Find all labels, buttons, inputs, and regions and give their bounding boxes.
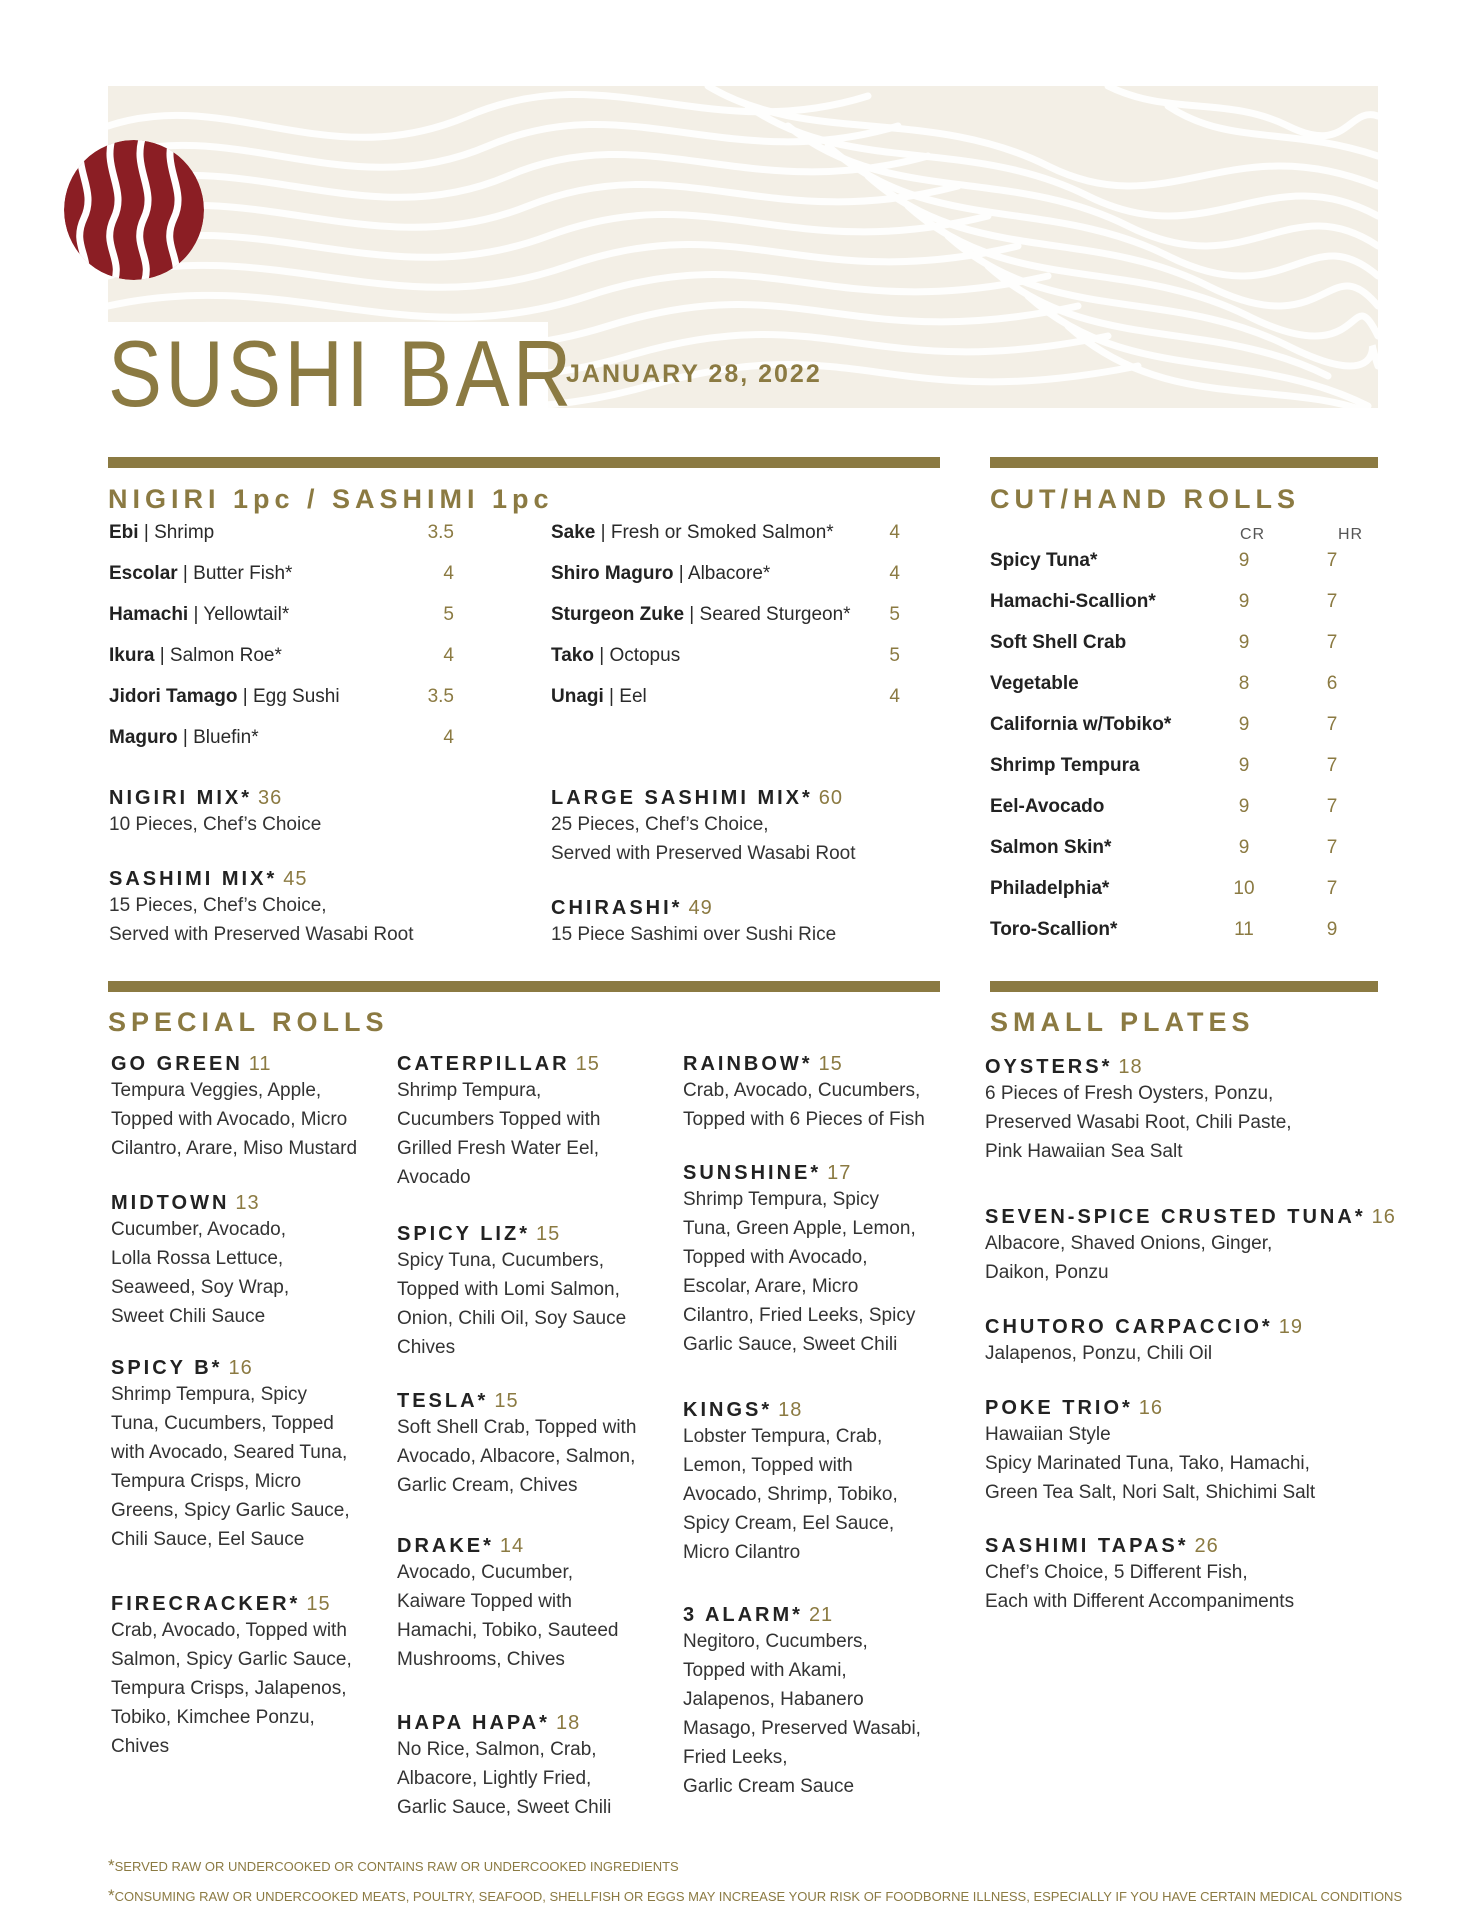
item-name: Shrimp Tempura [990,755,1140,776]
dish-desc: Fried Leeks, [683,1747,788,1768]
dish-title [397,1712,667,1735]
item-name: Jidori Tamago [109,686,238,707]
separator: | [188,604,204,625]
cut-roll-price: 10 [1233,878,1255,899]
hand-roll-price: 7 [1326,714,1338,735]
cut-roll-price: 9 [1238,755,1250,776]
hand-rolls-rule [990,457,1378,468]
dish-desc: No Rice, Salmon, Crab, [397,1739,597,1760]
nigiri-mix [109,787,509,839]
dish-desc: Grilled Fresh Water Eel, [397,1138,600,1159]
item-name: Soft Shell Crab [990,632,1127,653]
dish-price: 11 [248,1053,272,1075]
dish-desc: Masago, Preserved Wasabi, [683,1718,921,1739]
cut-roll-price: 9 [1238,796,1250,817]
dish-block [985,1316,1370,1368]
item-name: Philadelphia* [990,878,1110,899]
dish-name: NIGIRI MIX* [109,787,253,809]
restaurant-logo-icon [62,138,206,282]
hand-roll-item [990,753,1370,779]
dish-desc: Shrimp Tempura, Spicy [683,1189,880,1210]
dish-desc: Salmon, Spicy Garlic Sauce, [111,1649,352,1670]
hand-roll-item [990,712,1370,738]
separator: | [237,686,253,707]
dish-desc: Cucumbers Topped with [397,1109,601,1130]
dish-desc: Chives [111,1736,170,1757]
separator: | [673,563,688,584]
item-name: Toro-Scallion* [990,919,1118,940]
dish-name: GO GREEN [111,1053,243,1075]
dish-name: SASHIMI TAPAS* [985,1535,1189,1557]
dish-block [683,1399,953,1567]
dish-price: 13 [235,1192,260,1214]
dish-block [985,1397,1370,1507]
dish-desc: Tuna, Green Apple, Lemon, [683,1218,916,1239]
dish-desc: 15 Piece Sashimi over Sushi Rice [551,924,837,945]
dish-desc: 25 Pieces, Chef’s Choice, [551,814,769,835]
dish-desc: Cilantro, Arare, Miso Mustard [111,1138,358,1159]
dish-desc: Hawaiian Style [985,1424,1111,1445]
item-price: 3.5 [427,686,454,707]
item-name: Spicy Tuna* [990,550,1098,571]
page-title: SUSHI BAR [108,321,575,426]
dish-name: RAINBOW* [683,1053,813,1075]
menu-date: JANUARY 28, 2022 [566,360,822,388]
hand-roll-item [990,917,1370,943]
dish-title [683,1604,953,1627]
nigiri-section-title: NIGIRI 1pc / SASHIMI 1pc [108,484,554,514]
dish-title [985,1316,1370,1339]
dish-name: HAPA HAPA* [397,1712,550,1734]
dish-block [397,1535,667,1674]
dish-name: SPICY LIZ* [397,1223,530,1245]
hand-roll-price: 7 [1326,550,1338,571]
item-desc: Salmon Roe* [169,645,282,666]
cut-roll-price: 8 [1238,673,1250,694]
cut-roll-price: 9 [1238,591,1250,612]
dish-block [683,1162,953,1359]
item-name: Sturgeon Zuke [551,604,685,625]
dish-desc: Mushrooms, Chives [397,1649,565,1670]
dish-name: DRAKE* [397,1535,494,1557]
item-desc: Shrimp [154,522,215,543]
item-price: 4 [889,522,900,543]
dish-name: MIDTOWN [111,1192,230,1214]
dish-desc: Garlic Sauce, Sweet Chili [683,1334,898,1355]
dish-desc: Preserved Wasabi Root, Chili Paste, [985,1112,1292,1133]
dish-desc: Pink Hawaiian Sea Salt [985,1141,1183,1162]
dish-block [985,1206,1396,1287]
dish-desc: Spicy Marinated Tuna, Tako, Hamachi, [985,1453,1310,1474]
item-name: Tako [551,645,594,666]
dish-desc: Garlic Sauce, Sweet Chili [397,1797,612,1818]
dish-desc: Chives [397,1337,456,1358]
item-name: Unagi [551,686,604,707]
item-desc: Seared Sturgeon* [699,604,851,625]
dish-desc: Topped with Lomi Salmon, [397,1279,620,1300]
dish-desc: Avocado, Shrimp, Tobiko, [683,1484,898,1505]
dish-title [111,1053,381,1076]
dish-desc: Jalapenos, Habanero [683,1689,864,1710]
cut-roll-price: 9 [1238,550,1250,571]
sashimi-mix [109,868,539,949]
dish-desc: Tobiko, Kimchee Ponzu, [111,1707,315,1728]
separator: | [593,645,610,666]
special-rolls-section-title: SPECIAL ROLLS [108,1007,389,1037]
dish-block [111,1357,381,1554]
separator: | [154,645,170,666]
item-desc: Egg Sushi [252,686,340,707]
dish-price: 26 [1194,1535,1219,1557]
dish-desc: Avocado [397,1167,471,1188]
footnote-text: SERVED RAW OR UNDERCOOKED OR CONTAINS RAW OR UNDERCOOKED INGREDIENTS [114,1859,679,1874]
separator: | [177,563,194,584]
dish-name: SUNSHINE* [683,1162,822,1184]
dish-desc: with Avocado, Seared Tuna, [111,1442,348,1463]
dish-desc: Crab, Avocado, Cucumbers, [683,1080,921,1101]
dish-desc: Lobster Tempura, Crab, [683,1426,883,1447]
dish-desc: Tuna, Cucumbers, Topped [111,1413,334,1434]
dish-desc: Daikon, Ponzu [985,1262,1109,1283]
hand-roll-price: 7 [1326,591,1338,612]
col-head-hr: HR [1338,526,1364,543]
item-price: 3.5 [427,522,454,543]
separator: | [138,522,155,543]
dish-desc: Sweet Chili Sauce [111,1306,266,1327]
item-name: Ikura [109,645,155,666]
dish-desc: Garlic Cream Sauce [683,1776,855,1797]
dish-desc: Tempura Crisps, Jalapenos, [111,1678,347,1699]
dish-desc: Onion, Chili Oil, Soy Sauce [397,1308,627,1329]
dish-name: KINGS* [683,1399,773,1421]
item-price: 4 [443,645,454,666]
dish-desc: Soft Shell Crab, Topped with [397,1417,637,1438]
dish-name: SASHIMI MIX* [109,868,278,890]
cut-roll-price: 9 [1238,632,1250,653]
dish-price: 16 [1371,1206,1396,1228]
hand-roll-item [990,876,1370,902]
separator: | [684,604,700,625]
nigiri-item [551,561,770,587]
small-plates-rule [990,981,1378,992]
item-desc: Eel [619,686,647,707]
dish-desc: Spicy Cream, Eel Sauce, [683,1513,895,1534]
item-name: Salmon Skin* [990,837,1112,858]
nigiri-item [109,520,214,546]
footnote-star: * [108,1886,115,1905]
dish-title [985,1056,1370,1079]
hand-roll-price: 7 [1326,755,1338,776]
dish-desc: 10 Pieces, Chef’s Choice [109,814,322,835]
separator: | [177,727,194,748]
dish-name: CATERPILLAR [397,1053,570,1075]
dish-desc: Hamachi, Tobiko, Sauteed [397,1620,619,1641]
hand-roll-item [990,630,1370,656]
dish-desc: Tempura Veggies, Apple, [111,1080,322,1101]
dish-price: 18 [778,1399,803,1421]
item-name: Maguro [109,727,178,748]
dish-desc: Escolar, Arare, Micro [683,1276,859,1297]
item-desc: Fresh or Smoked Salmon* [610,522,834,543]
dish-title [111,1357,381,1380]
footnote-1 [108,1856,679,1876]
item-price: 4 [889,686,900,707]
dish-name: LARGE SASHIMI MIX* [551,787,813,809]
dish-desc: Chef’s Choice, 5 Different Fish, [985,1562,1248,1583]
dish-block [397,1223,667,1362]
cut-roll-price: 9 [1238,714,1250,735]
small-plates-section-title: SMALL PLATES [990,1007,1255,1037]
footnote-text: CONSUMING RAW OR UNDERCOOKED MEATS, POULTRY, SEAFOOD, SHELLFISH OR EGGS MAY INCREASE YOUR RISK OF FOODBORNE ILLNESS, ESPECIALLY IF YOU HAVE CERTAIN MEDICAL CONDITIONS [114,1889,1403,1904]
dish-desc: Albacore, Shaved Onions, Ginger, [985,1233,1273,1254]
dish-title [397,1053,667,1076]
item-desc: Albacore* [687,563,771,584]
dish-block [111,1053,381,1163]
cut-roll-price: 11 [1234,919,1254,940]
hand-rolls-section-title: CUT/HAND ROLLS [990,484,1300,514]
item-desc: Octopus [609,645,681,666]
dish-title [397,1223,667,1246]
dish-desc: Seaweed, Soy Wrap, [111,1277,290,1298]
dish-block [683,1604,953,1801]
dish-price: 16 [1138,1397,1164,1419]
dish-block [397,1053,667,1192]
item-price: 5 [889,604,900,625]
hand-roll-price: 7 [1326,878,1338,899]
dish-desc: Crab, Avocado, Topped with [111,1620,347,1641]
separator: | [595,522,611,543]
dish-desc: Each with Different Accompaniments [985,1591,1295,1612]
dish-title [985,1397,1370,1420]
dish-title [111,1593,381,1616]
dish-price: 45 [283,868,308,890]
item-name: Hamachi [109,604,189,625]
hand-roll-price: 6 [1326,673,1338,694]
nigiri-item [109,561,292,587]
dish-desc: Served with Preserved Wasabi Root [109,924,414,945]
hand-roll-item [990,548,1370,574]
dish-desc: Topped with Avocado, [683,1247,868,1268]
dish-price: 49 [688,897,713,919]
cut-roll-price: 9 [1238,837,1250,858]
dish-price: 15 [575,1053,600,1075]
dish-desc: Shrimp Tempura, Spicy [111,1384,308,1405]
dish-title [683,1399,953,1422]
dish-price: 18 [1118,1056,1143,1078]
nigiri-item [551,643,680,669]
nigiri-item [109,602,289,628]
item-name: Ebi [109,522,139,543]
large-sashimi-mix [551,787,931,868]
dish-desc: Cilantro, Fried Leeks, Spicy [683,1305,916,1326]
dish-desc: Jalapenos, Ponzu, Chili Oil [985,1343,1213,1364]
item-price: 4 [443,727,454,748]
dish-desc: Micro Cilantro [683,1542,801,1563]
item-price: 5 [889,645,900,666]
dish-name: TESLA* [397,1390,489,1412]
dish-name: FIRECRACKER* [111,1593,301,1615]
nigiri-item [109,643,282,669]
hand-roll-price: 7 [1326,796,1338,817]
dish-name: 3 ALARM* [683,1604,803,1626]
dish-desc: Kaiware Topped with [397,1591,572,1612]
dish-block [111,1192,381,1331]
dish-price: 15 [306,1593,331,1615]
dish-block [683,1053,953,1134]
dish-price: 15 [818,1053,843,1075]
item-desc: Butter Fish* [193,563,293,584]
dish-desc: Shrimp Tempura, [397,1080,542,1101]
item-name: Shiro Maguro [551,563,674,584]
footnote-2 [108,1886,1402,1906]
dish-desc: Avocado, Albacore, Salmon, [397,1446,636,1467]
dish-title [683,1053,953,1076]
dish-title [683,1162,953,1185]
dish-name: SPICY B* [111,1357,223,1379]
dish-desc: Lemon, Topped with [683,1455,853,1476]
dish-price: 17 [827,1162,852,1184]
dish-name: CHIRASHI* [551,897,683,919]
dish-desc: Topped with Avocado, Micro [111,1109,348,1130]
dish-desc: Greens, Spicy Garlic Sauce, [111,1500,350,1521]
dish-price: 16 [228,1357,253,1379]
dish-desc: Tempura Crisps, Micro [111,1471,302,1492]
dish-title [397,1390,667,1413]
dish-block [397,1712,667,1822]
dish-title [397,1535,667,1558]
hand-roll-price: 7 [1326,632,1338,653]
dish-desc: 6 Pieces of Fresh Oysters, Ponzu, [985,1083,1274,1104]
item-price: 4 [443,563,454,584]
dish-price: 15 [536,1223,561,1245]
dish-price: 14 [499,1535,525,1557]
hand-roll-item [990,671,1370,697]
dish-price: 15 [494,1390,519,1412]
dish-desc: Topped with 6 Pieces of Fish [683,1109,925,1130]
dish-price: 21 [808,1604,834,1626]
dish-desc: Negitoro, Cucumbers, [683,1631,868,1652]
item-name: Eel-Avocado [990,796,1105,817]
dish-title [111,1192,381,1215]
nigiri-item [551,602,851,628]
footnote-star: * [108,1856,115,1875]
nigiri-item [551,520,834,546]
dish-title [985,1535,1370,1558]
chirashi [551,897,931,949]
dish-price: 60 [818,787,844,809]
nigiri-item [109,725,259,751]
dish-price: 19 [1278,1316,1303,1338]
dish-name: CHUTORO CARPACCIO* [985,1316,1273,1338]
hand-roll-item [990,794,1370,820]
dish-name: POKE TRIO* [985,1397,1133,1419]
hand-roll-price: 7 [1326,837,1338,858]
item-desc: Bluefin* [193,727,259,748]
dish-block [985,1535,1370,1616]
dish-price: 18 [555,1712,581,1734]
special-rolls-rule [108,981,940,992]
item-price: 4 [889,563,900,584]
dish-name: OYSTERS* [985,1056,1113,1078]
item-name: Hamachi-Scallion* [990,591,1156,612]
dish-desc: Lolla Rossa Lettuce, [111,1248,284,1269]
item-name: Vegetable [990,673,1079,694]
nigiri-rule [108,457,940,468]
item-name: California w/Tobiko* [990,714,1172,735]
dish-block [397,1390,667,1500]
dish-desc: Spicy Tuna, Cucumbers, [397,1250,604,1271]
dish-name: SEVEN-SPICE CRUSTED TUNA* [985,1206,1366,1228]
hand-roll-price: 9 [1326,919,1338,940]
item-desc: Yellowtail* [203,604,290,625]
hand-roll-item [990,589,1370,615]
nigiri-item [551,684,647,710]
hand-roll-item [990,835,1370,861]
dish-block [111,1593,381,1761]
dish-desc: Chili Sauce, Eel Sauce [111,1529,305,1550]
dish-desc: Served with Preserved Wasabi Root [551,843,856,864]
dish-price: 36 [258,787,283,809]
dish-desc: Garlic Cream, Chives [397,1475,578,1496]
col-head-cr: CR [1240,526,1266,543]
dish-desc: Albacore, Lightly Fried, [397,1768,592,1789]
dish-title [985,1206,1396,1229]
item-name: Escolar [109,563,178,584]
separator: | [603,686,620,707]
nigiri-item [109,684,340,710]
dish-desc: Cucumber, Avocado, [111,1219,286,1240]
item-price: 5 [443,604,454,625]
dish-block [985,1056,1370,1166]
dish-desc: 15 Pieces, Chef’s Choice, [109,895,327,916]
dish-desc: Avocado, Cucumber, [397,1562,574,1583]
item-name: Sake [551,522,596,543]
dish-desc: Green Tea Salt, Nori Salt, Shichimi Salt [985,1482,1316,1503]
dish-desc: Topped with Akami, [683,1660,847,1681]
